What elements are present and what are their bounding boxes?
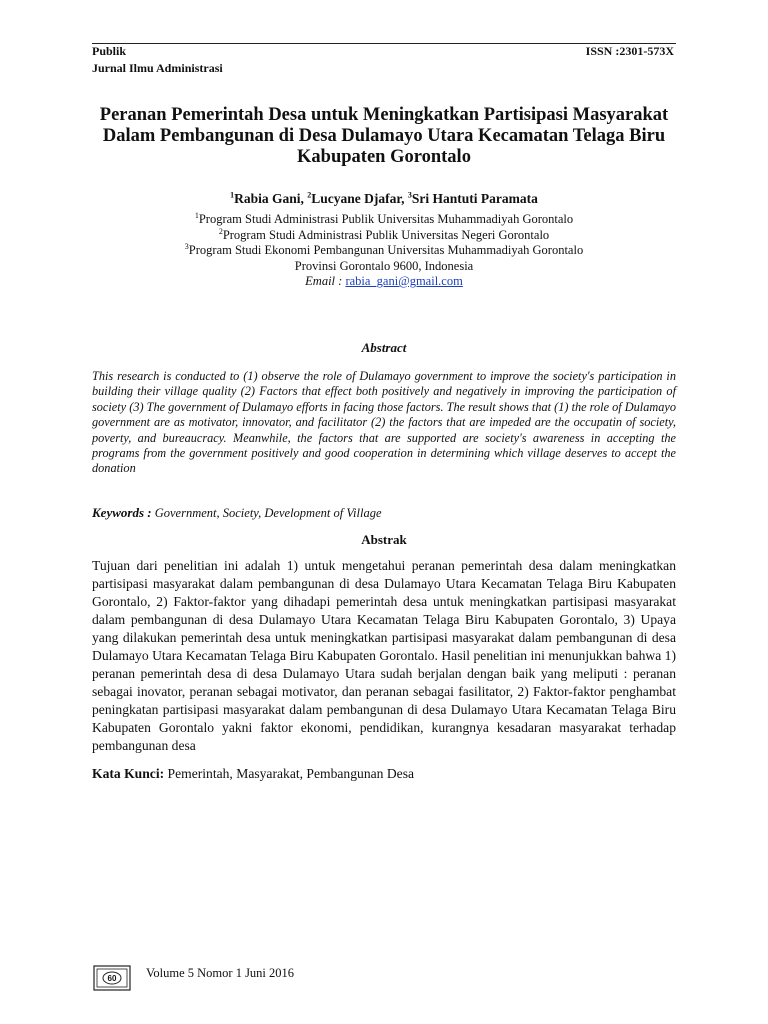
- keywords-values: Government, Society, Development of Village: [151, 506, 382, 520]
- affiliation-2-text: Program Studi Administrasi Publik Universitas Negeri Gorontalo: [222, 227, 550, 242]
- author-3-name: Sri Hantuti Paramata: [411, 191, 538, 206]
- email-label: Email :: [305, 274, 346, 288]
- author-1-name: Rabia Gani,: [234, 191, 308, 206]
- author-2-sup: 2: [307, 190, 312, 200]
- abstract-heading: Abstract: [361, 340, 407, 355]
- affiliation-1-sup: 1: [194, 210, 199, 220]
- journal-line-2: Jurnal Ilmu Administrasi: [92, 61, 223, 75]
- author-3-sup: 3: [407, 190, 412, 200]
- email-line: [92, 274, 676, 290]
- abstrak-body: Tujuan dari penelitian ini adalah 1) untuk mengetahui peranan pemerintah desa dalam meningkatkan partisipasi masyarakat dalam pembangunan di desa Dulamayo Utara Kecamatan Telaga Biru Kabupaten Gorontalo, 2) Faktor-faktor yang dihadapi pemerintah desa untuk meningkatkan partisipasi masyarakat dalam pembangunan di desa Dulamayo Utara Kecamatan Telaga Biru Kabupaten Gorontalo, 3) Upaya yang dilakukan pemerintah desa untuk meningkatkan partisipasi masyarakat dalam pembangunan di desa Dulamayo Utara Kecamatan Telaga Biru Kabupaten Gorontalo. Hasil penelitian ini menunjukkan bahwa 1) peranan pemerintah desa di desa Dulamayo Utara sudah berjalan dengan baik yang meliputi : peranan sebagai inovator, peranan sebagai motivator, dan peranan sebagai fasilitator, 2) Faktor-faktor penghambat peningkatan partisipasi masyarakat dalam pembangunan di desa Dulamayo Utara Kecamatan Telaga Biru Kabupaten Gorontalo yakni faktor ekonomi, pendidikan, kurangnya kesadaran masyarakat terhadap pembangunan desa: [92, 558, 676, 753]
- kata-kunci-values: Pemerintah, Masyarakat, Pembangunan Desa: [164, 766, 415, 781]
- email-link[interactable]: rabia_gani@gmail.com: [345, 274, 463, 288]
- affiliation-3: [92, 243, 676, 259]
- affiliation-2: [92, 228, 676, 244]
- keywords-id: [92, 766, 676, 782]
- volume-info: Volume 5 Nomor 1 Juni 2016: [146, 966, 295, 980]
- author-1-sup: 1: [230, 190, 235, 200]
- page-number-badge-icon: [93, 965, 131, 991]
- author-2-name: Lucyane Djafar,: [311, 191, 408, 206]
- affiliation-1: [92, 212, 676, 228]
- location: Provinsi Gorontalo 9600, Indonesia: [294, 258, 474, 273]
- affiliation-1-text: Program Studi Administrasi Publik Universitas Muhammadiyah Gorontalo: [198, 212, 574, 226]
- abstrak-heading: Abstrak: [361, 532, 407, 547]
- affiliations: [92, 212, 676, 290]
- journal-line-1: Publik: [92, 44, 127, 58]
- paper-title: Peranan Pemerintah Desa untuk Meningkatkan Partisipasi Masyarakat Dalam Pembangunan di Desa Dulamayo Utara Kecamatan Telaga Biru Kabupaten Gorontalo: [99, 105, 669, 167]
- keywords-label: Keywords :: [92, 505, 152, 520]
- affiliation-3-sup: 3: [184, 241, 189, 251]
- keywords-en: [92, 505, 676, 521]
- page-number: 60: [107, 974, 117, 983]
- affiliation-2-sup: 2: [218, 226, 223, 236]
- journal-name: [92, 43, 223, 77]
- issn: ISSN :2301-573X: [585, 44, 674, 58]
- abstract-body: This research is conducted to (1) observe the role of Dulamayo government to improve the society's participation in building their village quality (2) Factors that effect both positively and negatively in improving the participation of society (3) The government of Dulamayo efforts in facing those factors. The result shows that (1) the role of Dulamayo government are as motivator, innovator, and facilitator (2) the factors that are impeded are the occupatin of society, poverty, and bureaucracy. Meanwhile, the factors that are supported are society's awareness in accepting the programs from the government positively and good cooperation in determining which village deserves to accept the donation: [92, 369, 676, 476]
- affiliation-3-text: Program Studi Ekonomi Pembangunan Universitas Muhammadiyah Gorontalo: [188, 243, 584, 257]
- kata-kunci-label: Kata Kunci:: [92, 766, 165, 781]
- author-list: [92, 190, 676, 208]
